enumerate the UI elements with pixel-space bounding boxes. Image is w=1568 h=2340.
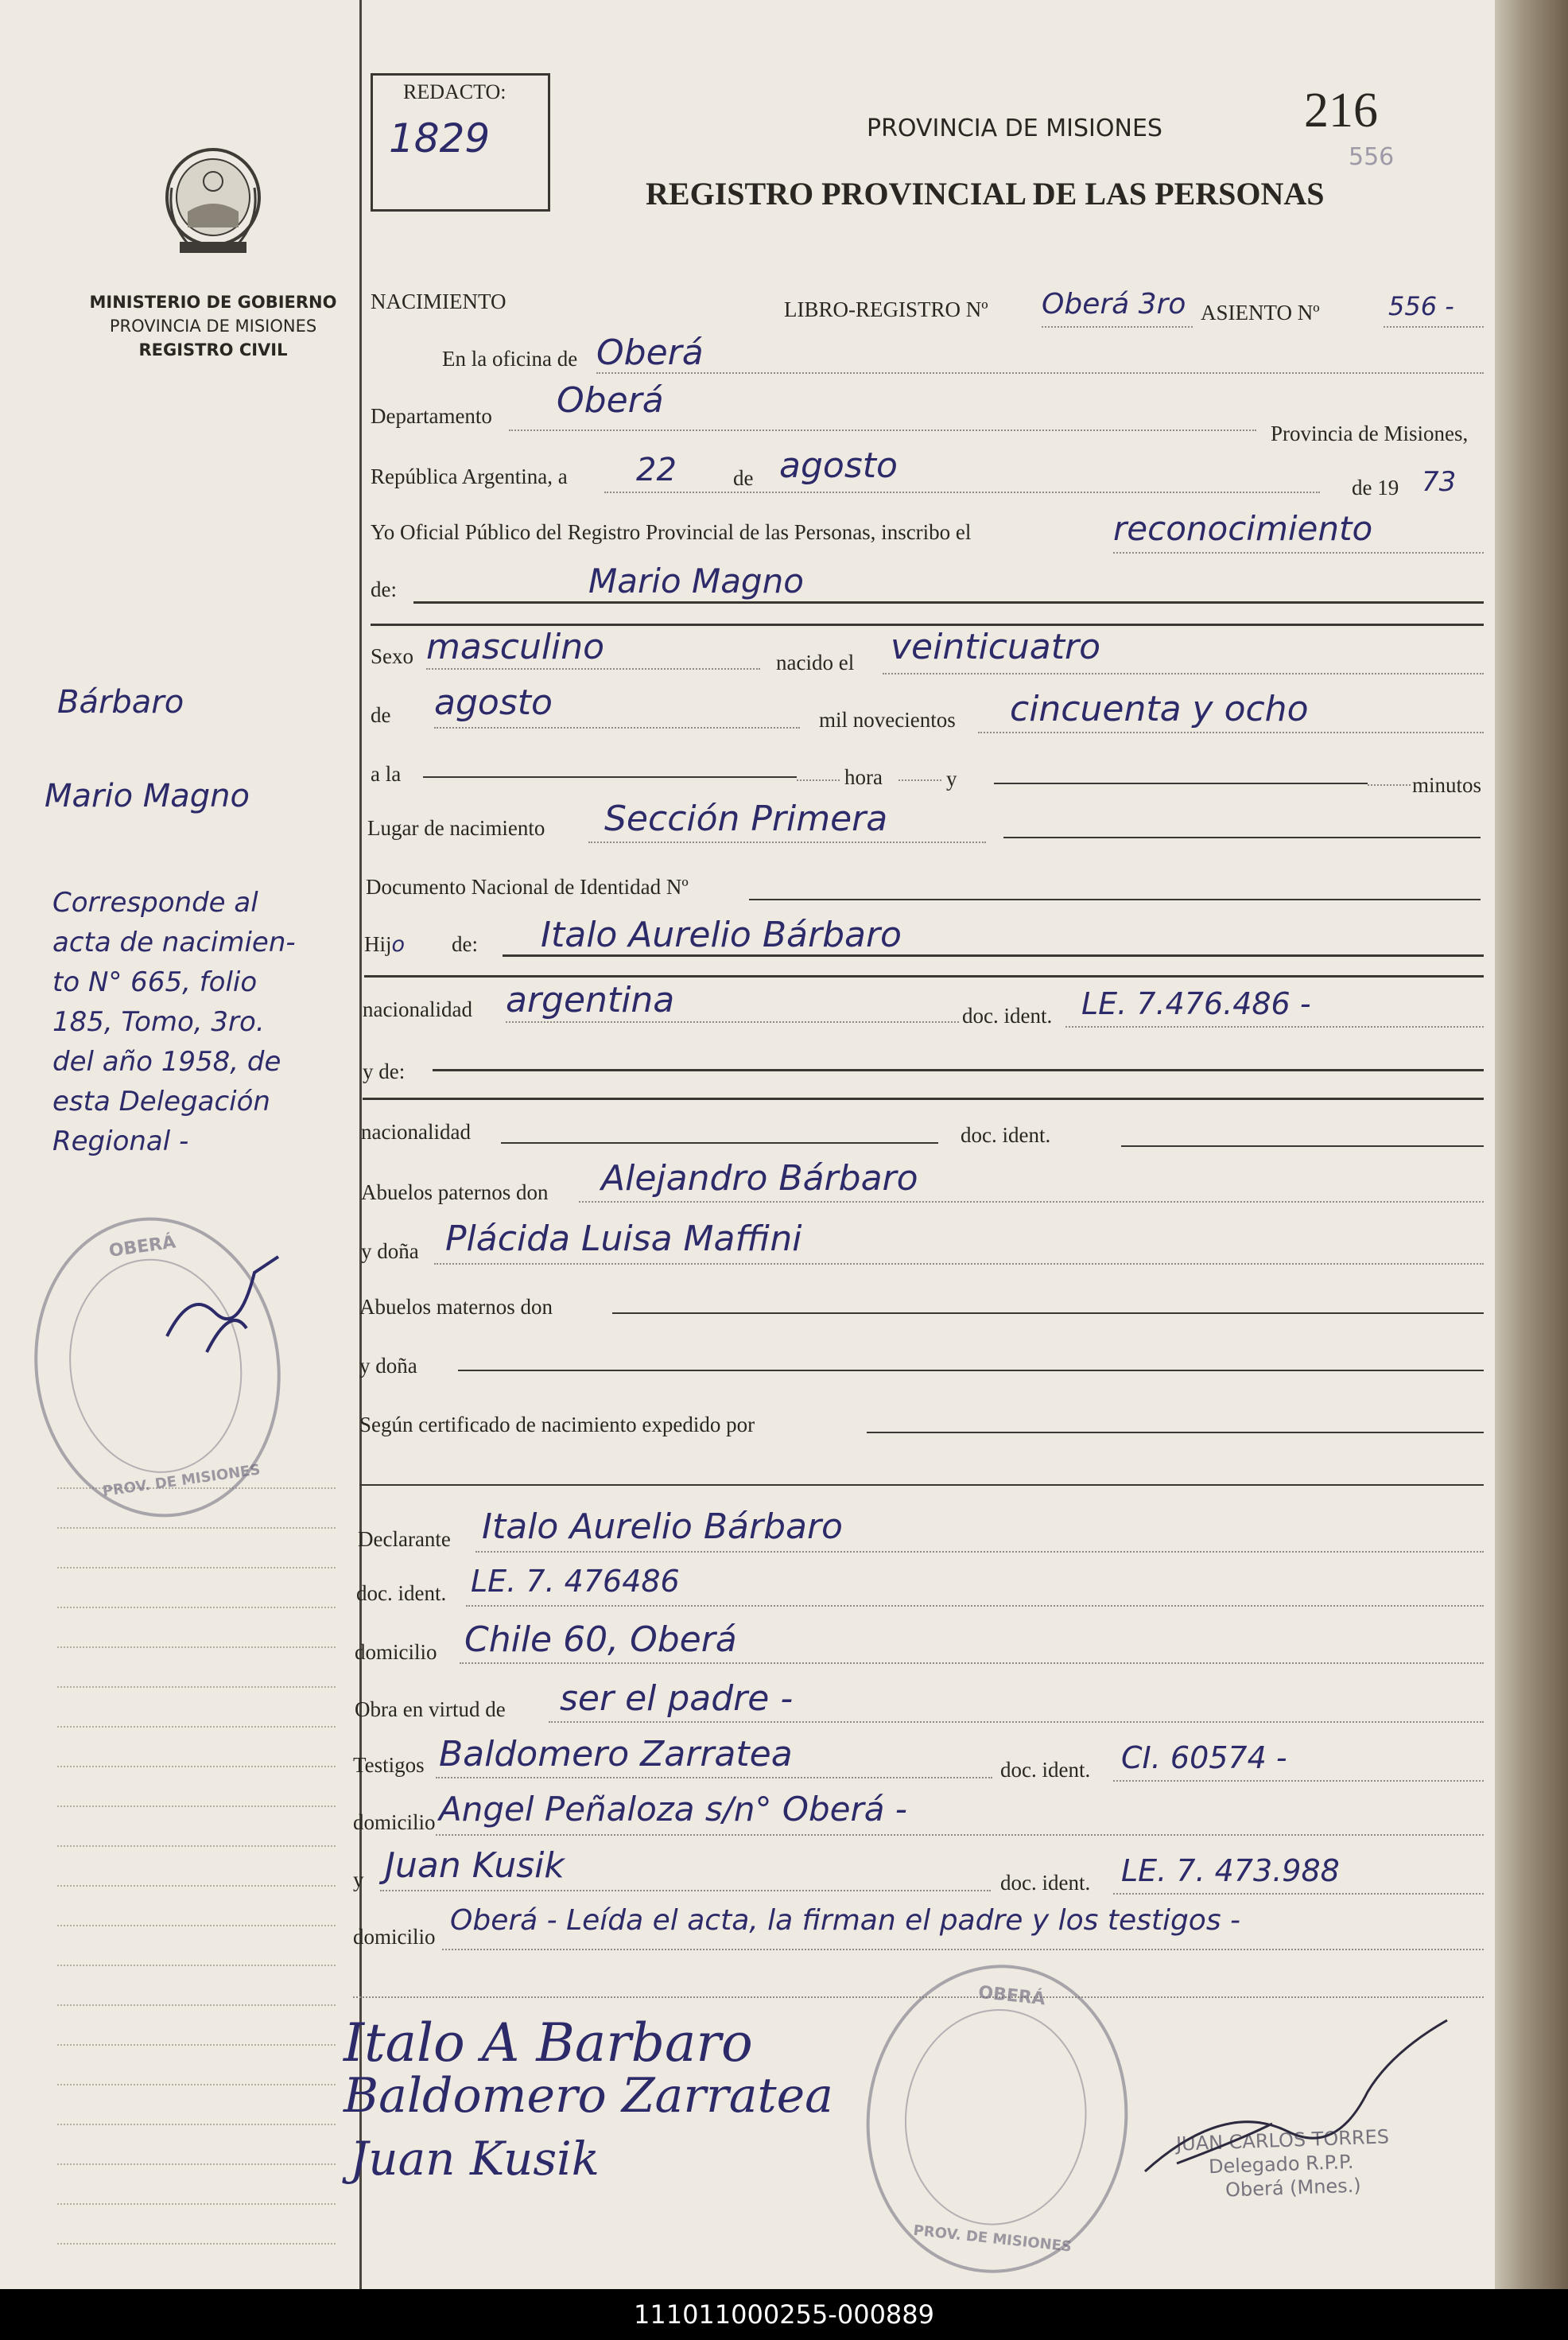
- margin-given-names: Mario Magno: [45, 778, 250, 814]
- y2-label: y: [353, 1868, 364, 1891]
- domicilio-testigo1-value: Angel Peñaloza s/n° Oberá -: [439, 1790, 907, 1829]
- y-dona2-label: y doña: [359, 1354, 417, 1378]
- doc-testigo1-value: CI. 60574 -: [1121, 1740, 1287, 1775]
- obra-label: Obra en virtud de: [355, 1697, 506, 1721]
- ministry-header: [80, 290, 347, 362]
- mes-value: agosto: [779, 445, 898, 486]
- redactado-box: [371, 73, 550, 212]
- asiento-label: ASIENTO Nº: [1201, 301, 1320, 325]
- official-place: Oberá (Mnes.): [1225, 2174, 1362, 2202]
- nacionalidad2-label: nacionalidad: [361, 1120, 471, 1144]
- page-number: 216: [1304, 84, 1378, 138]
- right-seal-stamp: [852, 1952, 1143, 2286]
- margin-note-line: to N° 665, folio: [52, 966, 258, 998]
- margin-note-line: Corresponde al: [52, 887, 258, 919]
- testigo2-value: Juan Kusik: [385, 1845, 565, 1886]
- hijo-suffix: o: [391, 932, 406, 957]
- oficina-value: Oberá: [596, 332, 704, 373]
- signature-witness1: Baldomero Zarratea: [343, 2068, 833, 2124]
- margin-note-line: Regional -: [52, 1125, 189, 1157]
- de-label: de: [733, 466, 754, 490]
- hijo-label: [364, 932, 405, 957]
- mil-label: mil novecientos: [819, 708, 956, 732]
- margin-note-line: 185, Tomo, 3ro.: [52, 1006, 265, 1038]
- oficial-text: Yo Oficial Público del Registro Provincial de las Personas, inscribo el: [371, 520, 972, 544]
- margin-note: [52, 883, 296, 1161]
- nacido-value: veinticuatro: [891, 627, 1100, 667]
- redactado-label: REDACTO:: [403, 80, 506, 103]
- margin-note-line: esta Delegación: [52, 1086, 270, 1118]
- signature-witness2: Juan Kusik: [350, 2132, 600, 2186]
- margin-surname: Bárbaro: [57, 684, 184, 721]
- nombre-value: Mario Magno: [588, 562, 804, 601]
- sexo-label: Sexo: [371, 644, 413, 668]
- nacido-label: nacido el: [776, 651, 855, 674]
- margin-note-line: del año 1958, de: [52, 1046, 281, 1078]
- official-title: Delegado R.P.P.: [1208, 2150, 1354, 2179]
- redactado-value: 1829: [389, 115, 491, 161]
- republica-label: República Argentina, a: [371, 465, 568, 488]
- sexo-value: masculino: [426, 627, 605, 667]
- oficina-label: En la oficina de: [442, 347, 578, 371]
- domicilio-testigo2-value: Oberá - Leída el acta, la firman el padre y los testigos -: [450, 1904, 1241, 1937]
- nacionalidad-value: argentina: [506, 980, 675, 1020]
- y-dona-label: y doña: [361, 1239, 419, 1263]
- testigo1-value: Baldomero Zarratea: [439, 1734, 793, 1774]
- right-seal-bottom: PROV. DE MISIONES: [912, 2221, 1073, 2256]
- doc-padre-value: LE. 7.476.486 -: [1081, 986, 1311, 1021]
- right-seal-top: OBERÁ: [977, 1982, 1046, 2010]
- ministry-line2: PROVINCIA DE MISIONES: [109, 317, 317, 336]
- padre-value: Italo Aurelio Bárbaro: [541, 915, 902, 955]
- doc4-label: doc. ident.: [1000, 1758, 1091, 1782]
- ministry-line1: MINISTERIO DE GOBIERNO: [89, 293, 337, 312]
- margin-note-line: acta de nacimien-: [52, 927, 296, 958]
- obra-value: ser el padre -: [560, 1678, 794, 1719]
- anio-nac-value: cincuenta y ocho: [1010, 689, 1309, 729]
- provincia-label: Provincia de Misiones,: [1271, 422, 1469, 445]
- lugar-label: Lugar de nacimiento: [367, 816, 545, 840]
- domicilio3-label: domicilio: [353, 1925, 436, 1949]
- doc5-label: doc. ident.: [1000, 1871, 1091, 1895]
- nacionalidad-label: nacionalidad: [363, 997, 472, 1021]
- ministry-line3: REGISTRO CIVIL: [138, 340, 288, 360]
- y-label: y: [946, 767, 957, 791]
- departamento-value: Oberá: [557, 380, 664, 421]
- abuelo-pat-value: Alejandro Bárbaro: [601, 1158, 918, 1199]
- doc2-label: doc. ident.: [961, 1123, 1051, 1147]
- registry-title: REGISTRO PROVINCIAL DE LAS PERSONAS: [646, 176, 1325, 212]
- hijo-prefix: Hij: [364, 932, 392, 956]
- ala-label: a la: [371, 762, 402, 786]
- doc-testigo2-value: LE. 7. 473.988: [1121, 1853, 1340, 1888]
- abuela-pat-value: Plácida Luisa Maffini: [445, 1219, 802, 1259]
- minutos-label: minutos: [1412, 773, 1482, 797]
- dia-value: 22: [636, 452, 677, 488]
- acto-value: reconocimiento: [1113, 509, 1373, 548]
- anio-label: de 19: [1352, 476, 1399, 499]
- certificado-label: Según certificado de nacimiento expedido por: [359, 1413, 755, 1436]
- declarante-label: Declarante: [358, 1527, 451, 1551]
- mes-nac-value: agosto: [434, 682, 553, 723]
- book-edge: [1495, 0, 1568, 2289]
- domicilio-label: domicilio: [355, 1640, 437, 1664]
- de-colon-label: de:: [371, 577, 397, 601]
- doc-declarante-value: LE. 7. 476486: [471, 1564, 680, 1599]
- footer-id: 111011000255-000889: [0, 2289, 1568, 2340]
- coat-of-arms-icon: [156, 140, 270, 264]
- declarante-value: Italo Aurelio Bárbaro: [482, 1506, 843, 1547]
- y-de-label: y de:: [363, 1059, 406, 1083]
- margin-signature-scribble: [159, 1241, 286, 1368]
- dni-label: Documento Nacional de Identidad Nº: [366, 875, 689, 899]
- libro-label: LIBRO-REGISTRO Nº: [784, 297, 988, 321]
- signature-father: Italo A Barbaro: [343, 2012, 753, 2074]
- asiento-value: 556 -: [1388, 291, 1454, 321]
- testigos-label: Testigos: [353, 1753, 425, 1777]
- de2-label: de: [371, 703, 391, 727]
- domicilio-value: Chile 60, Oberá: [464, 1619, 737, 1660]
- page-number-secondary: 556: [1349, 143, 1395, 171]
- left-seal-top: OBERÁ: [107, 1232, 177, 1261]
- lugar-value: Sección Primera: [604, 799, 888, 839]
- nacimiento-label: NACIMIENTO: [371, 290, 506, 313]
- anio-value: 73: [1422, 466, 1457, 498]
- abuelos-mat-label: Abuelos maternos don: [359, 1295, 553, 1319]
- left-seal-bottom: PROV. DE MISIONES: [101, 1461, 262, 1501]
- hora-label: hora: [844, 765, 883, 789]
- domicilio2-label: domicilio: [353, 1810, 436, 1834]
- departamento-label: Departamento: [371, 404, 492, 428]
- hijo-de-label: de:: [452, 932, 478, 956]
- libro-value: Oberá 3ro: [1042, 288, 1186, 321]
- abuelos-pat-label: Abuelos paternos don: [361, 1180, 549, 1204]
- doc-label: doc. ident.: [962, 1004, 1053, 1028]
- doc3-label: doc. ident.: [356, 1581, 447, 1605]
- official-name: JUAN CARLOS TORRES: [1175, 2125, 1390, 2155]
- province-title: PROVINCIA DE MISIONES: [867, 115, 1162, 142]
- official-signature-scribble: [1129, 2004, 1463, 2195]
